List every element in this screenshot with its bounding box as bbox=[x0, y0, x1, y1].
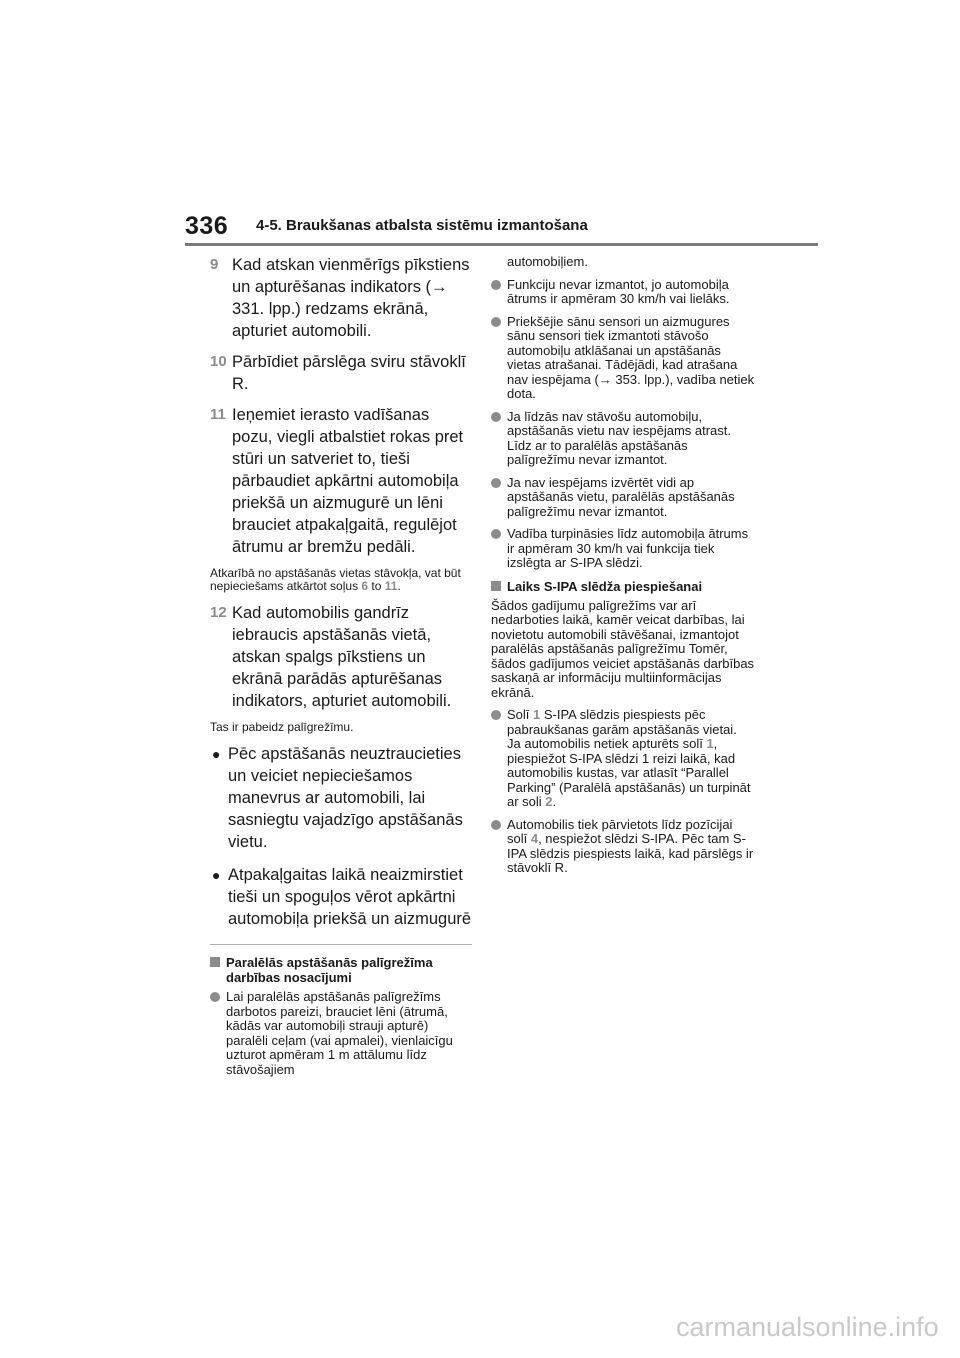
step-text: Ieņemiet ierasto vadīšanas pozu, viegli atbalstiet rokas pret stūri un satveriet to, tieši pārbaudiet apkārtni automobiļa priekšā un aizmugurē un lēni brauciet atpakaļgaitā, regulējot ātrumu ar bremžu pedāli. bbox=[232, 406, 464, 556]
step-text: Pārbīdiet pārslēga sviru stāvoklī R. bbox=[232, 353, 466, 393]
step-ref: 1 bbox=[533, 707, 541, 722]
step-number: 9 bbox=[210, 256, 219, 273]
square-bullet-icon bbox=[210, 957, 220, 967]
circle-bullet-icon bbox=[491, 529, 501, 539]
completion-note: Tas ir pabeidz palīgrežīmu. bbox=[210, 720, 354, 734]
section-divider bbox=[210, 944, 472, 945]
conditions-heading: Paralēlās apstāšanās palīgrežīma darbības nosacījumi bbox=[210, 955, 472, 985]
switch-timing-paragraph: Šādos gadījumu palīgrežīms var arī nedarboties laikā, kamēr veicat darbības, lai novietotu automobili stāvēšanai, izmantojot paralēlās apstāšanās palīgrežīmu Tomēr, šādos gadījumos veiciet apstāšanās darbības saskaņā ar informāciju multiinformācijas ekrānā. bbox=[491, 597, 755, 700]
step-ref: 11 bbox=[384, 579, 398, 593]
bullet-dot-icon: ● bbox=[212, 746, 221, 762]
condition-item: Ja nav iespējams izvērtēt vidi ap apstāšanās vietu, paralēlās apstāšanās palīgrežīmu nevar izmantot. bbox=[491, 476, 756, 520]
switch-timing-heading: Laiks S-IPA slēdža piespiešanai bbox=[491, 579, 756, 594]
step-12 bbox=[210, 602, 472, 712]
step-ref: 2 bbox=[545, 794, 553, 809]
circle-bullet-icon bbox=[210, 992, 220, 1002]
square-bullet-icon bbox=[491, 581, 501, 591]
step-ref: 6 bbox=[361, 579, 369, 593]
circle-bullet-icon bbox=[491, 820, 501, 830]
step-number: 12 bbox=[210, 604, 227, 621]
step-ref: 1 bbox=[706, 736, 714, 751]
circle-bullet-icon bbox=[491, 412, 501, 422]
circle-bullet-icon bbox=[491, 280, 501, 290]
step-10 bbox=[210, 351, 472, 395]
step-9 bbox=[210, 254, 472, 342]
step-number: 10 bbox=[210, 353, 227, 370]
condition-item: Vadība turpināsies līdz automobiļa ātrums ir apmēram 30 km/h vai funkcija tiek izslēgta ar S-IPA slēdzi. bbox=[491, 527, 756, 571]
section-title: 4-5. Braukšanas atbalsta sistēmu izmantošana bbox=[256, 217, 588, 234]
step-number: 11 bbox=[210, 406, 226, 423]
bullet-item: ● Atpakaļgaitas laikā neaizmirstiet tieši un spoguļos vērot apkārtni automobiļa priekšā un aizmugurē bbox=[212, 866, 472, 928]
bullet-dot-icon: ● bbox=[212, 867, 221, 883]
condition-item: Ja līdzās nav stāvošu automobiļu, apstāšanās vietu nav iespējams atrast. Līdz ar to paralēlās apstāšanās palīgrežīmu nevar izmantot. bbox=[491, 410, 756, 468]
step-ref: 4 bbox=[530, 831, 539, 846]
watermark: carmanualsonline.info bbox=[676, 1312, 939, 1342]
condition-item: Lai paralēlās apstāšanās palīgrežīms darbotos pareizi, brauciet lēni (ātrumā, kādās var automobiļi strauji apturē) paralēli ceļam (vai apmalei), vienlaicīgu uzturot apmēram 1 m attālumu līdz stāvošajiem bbox=[210, 990, 472, 1077]
condition-item: Priekšējie sānu sensori un aizmugures sānu sensori tiek izmantoti stāvošo automobiļu atklāšanai un apstāšanās vietas atrašanai. Tādējādi, kad atrašana nav iespējama (→ 353. lpp.), vadība netiek dota. bbox=[491, 315, 756, 402]
repeat-steps-note: Atkarībā no apstāšanās vietas stāvokļa, vat būt nepieciešams atkārtot soļus 6 to 11. bbox=[210, 566, 461, 593]
timing-item-step-4: Automobilis tiek pārvietots līdz pozīcijai solī 4, nespiežot slēdzi S-IPA. Pēc tam S-IPA slēdzis piespiests laikā, kad pārslēgs ir stāvoklī R. bbox=[491, 818, 756, 876]
circle-bullet-icon bbox=[491, 317, 501, 327]
step-11 bbox=[210, 404, 472, 558]
step-text: Kad atskan vienmērīgs pīkstiens un apturēšanas indikators (→ 331. lpp.) redzams ekrānā, apturiet automobili. bbox=[232, 256, 470, 340]
step-text: Kad automobilis gandrīz iebraucis apstāšanās vietā, atskan spalgs pīkstiens un ekrānā parādās apturēšanas indikators, apturiet automobili. bbox=[232, 604, 452, 710]
right-column bbox=[491, 255, 756, 884]
header-divider bbox=[185, 243, 818, 246]
circle-bullet-icon bbox=[491, 478, 501, 488]
left-column bbox=[210, 254, 472, 1085]
circle-bullet-icon bbox=[491, 710, 501, 720]
continued-text: automobiļiem. bbox=[507, 254, 588, 269]
page-number: 336 bbox=[185, 212, 229, 240]
condition-item: Funkciju nevar izmantot, jo automobiļa ātrums ir apmēram 30 km/h vai lielāks. bbox=[491, 278, 756, 307]
timing-item-step-1: Solī 1 S-IPA slēdzis piespiests pēc pabraukšanas garām apstāšanās vietai. Ja automobilis netiek apturēts solī 1, piespiežot S-IPA slēdzi 1 reizi laikā, kad automobilis kustas, var atlasīt “Parallel Parking” (Paralēlā apstāšanās) un turpināt ar soli 2. bbox=[491, 708, 756, 810]
bullet-item: ● Pēc apstāšanās neuztraucieties un veiciet nepieciešamos manevrus ar automobili, lai sasniegtu vajadzīgo apstāšanās vietu. bbox=[212, 745, 463, 851]
